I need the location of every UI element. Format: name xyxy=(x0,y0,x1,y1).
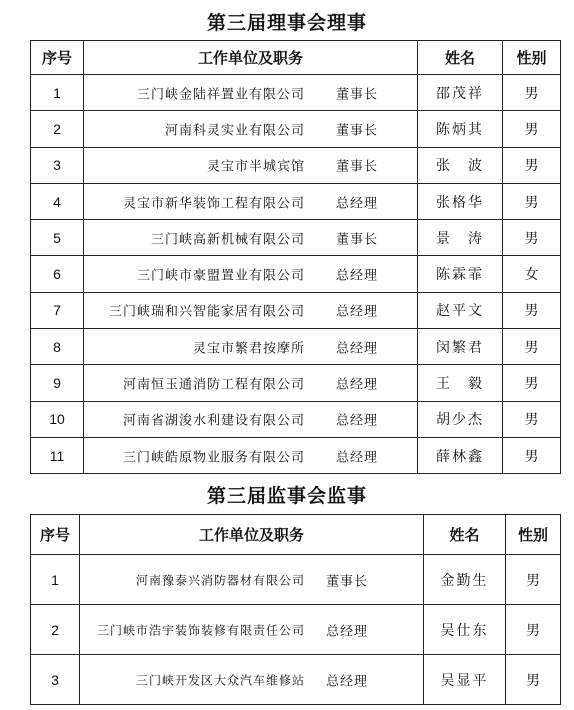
header-name: 姓名 xyxy=(418,41,503,75)
gender: 男 xyxy=(506,605,561,655)
person-name: 王 毅 xyxy=(418,365,503,401)
person-name: 吴仕东 xyxy=(424,605,506,655)
position: 总经理 xyxy=(336,450,379,466)
position: 董事长 xyxy=(336,123,379,139)
person-name: 景 涛 xyxy=(418,220,503,256)
gender: 男 xyxy=(503,365,561,401)
row-number: 5 xyxy=(31,220,84,256)
table-row xyxy=(31,147,561,183)
table-row xyxy=(31,75,561,111)
position: 总经理 xyxy=(336,304,379,320)
unit-cell xyxy=(84,183,418,219)
organization: 三门峡高新机械有限公司 xyxy=(150,232,305,248)
row-number: 6 xyxy=(31,256,84,292)
unit-cell xyxy=(84,75,418,111)
board-table xyxy=(30,40,561,474)
position: 董事长 xyxy=(336,159,379,175)
row-number: 11 xyxy=(31,437,84,473)
person-name: 胡少杰 xyxy=(418,401,503,437)
organization: 河南恒玉通消防工程有限公司 xyxy=(122,377,305,393)
position: 总经理 xyxy=(336,341,379,357)
gender: 男 xyxy=(506,555,561,605)
position: 总经理 xyxy=(336,196,379,212)
gender: 男 xyxy=(503,292,561,328)
table-row xyxy=(31,555,561,605)
organization: 三门峡金陆祥置业有限公司 xyxy=(136,87,305,103)
supervisors-table xyxy=(30,514,561,705)
header-sex: 性别 xyxy=(506,515,561,555)
organization: 三门峡开发区大众汽车维修站 xyxy=(135,673,305,687)
row-number: 2 xyxy=(31,111,84,147)
position: 董事长 xyxy=(336,232,379,248)
row-number: 10 xyxy=(31,401,84,437)
row-number: 3 xyxy=(31,147,84,183)
organization: 河南豫泰兴消防器材有限公司 xyxy=(135,573,305,587)
table-row xyxy=(31,220,561,256)
unit-cell xyxy=(84,111,418,147)
organization: 三门峡瑞和兴智能家居有限公司 xyxy=(108,304,305,320)
organization: 灵宝市繁君按摩所 xyxy=(192,341,305,357)
row-number: 4 xyxy=(31,183,84,219)
person-name: 张格华 xyxy=(418,183,503,219)
header-unit: 工作单位及职务 xyxy=(84,41,418,75)
gender: 男 xyxy=(503,147,561,183)
board-title: 第三届理事会理事 xyxy=(206,12,367,34)
person-name: 吴显平 xyxy=(424,655,506,705)
header-no: 序号 xyxy=(31,515,80,555)
unit-cell xyxy=(84,220,418,256)
organization: 三门峡市豪盟置业有限公司 xyxy=(136,268,305,284)
unit-cell xyxy=(84,329,418,365)
gender: 男 xyxy=(503,183,561,219)
gender: 男 xyxy=(503,111,561,147)
table-row xyxy=(31,183,561,219)
organization: 灵宝市半城宾馆 xyxy=(206,159,305,175)
organization: 三门峡皓原物业服务有限公司 xyxy=(122,450,305,466)
table-row xyxy=(31,655,561,705)
unit-cell xyxy=(84,401,418,437)
person-name: 闵繁君 xyxy=(418,329,503,365)
gender: 男 xyxy=(503,401,561,437)
table-row xyxy=(31,292,561,328)
position: 董事长 xyxy=(326,574,369,589)
row-number: 1 xyxy=(31,75,84,111)
table-row xyxy=(31,401,561,437)
supervisors-title: 第三届监事会监事 xyxy=(206,485,367,507)
position: 董事长 xyxy=(336,87,379,103)
table-row xyxy=(31,111,561,147)
gender: 男 xyxy=(503,437,561,473)
unit-cell xyxy=(80,655,424,705)
table-row xyxy=(31,365,561,401)
person-name: 张 波 xyxy=(418,147,503,183)
row-number: 3 xyxy=(31,655,80,705)
gender: 男 xyxy=(503,75,561,111)
person-name: 陈炳其 xyxy=(418,111,503,147)
unit-cell xyxy=(84,365,418,401)
unit-cell xyxy=(84,437,418,473)
position: 总经理 xyxy=(326,674,369,689)
header-row xyxy=(31,515,561,555)
unit-cell xyxy=(80,605,424,655)
header-unit: 工作单位及职务 xyxy=(80,515,424,555)
person-name: 薛林鑫 xyxy=(418,437,503,473)
position: 总经理 xyxy=(336,268,379,284)
row-number: 8 xyxy=(31,329,84,365)
person-name: 邵茂祥 xyxy=(418,75,503,111)
gender: 女 xyxy=(503,256,561,292)
row-number: 1 xyxy=(31,555,80,605)
row-number: 9 xyxy=(31,365,84,401)
header-sex: 性别 xyxy=(503,41,561,75)
gender: 男 xyxy=(503,329,561,365)
organization: 三门峡市浩宇装饰装修有限责任公司 xyxy=(96,623,305,637)
organization: 河南科灵实业有限公司 xyxy=(164,123,305,139)
unit-cell xyxy=(84,292,418,328)
gender: 男 xyxy=(503,220,561,256)
person-name: 赵平文 xyxy=(418,292,503,328)
gender: 男 xyxy=(506,655,561,705)
table-row xyxy=(31,437,561,473)
position: 总经理 xyxy=(336,413,379,429)
person-name: 金勤生 xyxy=(424,555,506,605)
row-number: 2 xyxy=(31,605,80,655)
position: 总经理 xyxy=(326,624,369,639)
organization: 河南省湖浚水利建设有限公司 xyxy=(122,413,305,429)
table-row xyxy=(31,605,561,655)
person-name: 陈霖霏 xyxy=(418,256,503,292)
header-row xyxy=(31,41,561,75)
table-row xyxy=(31,256,561,292)
header-name: 姓名 xyxy=(424,515,506,555)
unit-cell xyxy=(84,147,418,183)
table-row xyxy=(31,329,561,365)
header-no: 序号 xyxy=(31,41,84,75)
row-number: 7 xyxy=(31,292,84,328)
unit-cell xyxy=(80,555,424,605)
unit-cell xyxy=(84,256,418,292)
organization: 灵宝市新华装饰工程有限公司 xyxy=(122,196,305,212)
position: 总经理 xyxy=(336,377,379,393)
